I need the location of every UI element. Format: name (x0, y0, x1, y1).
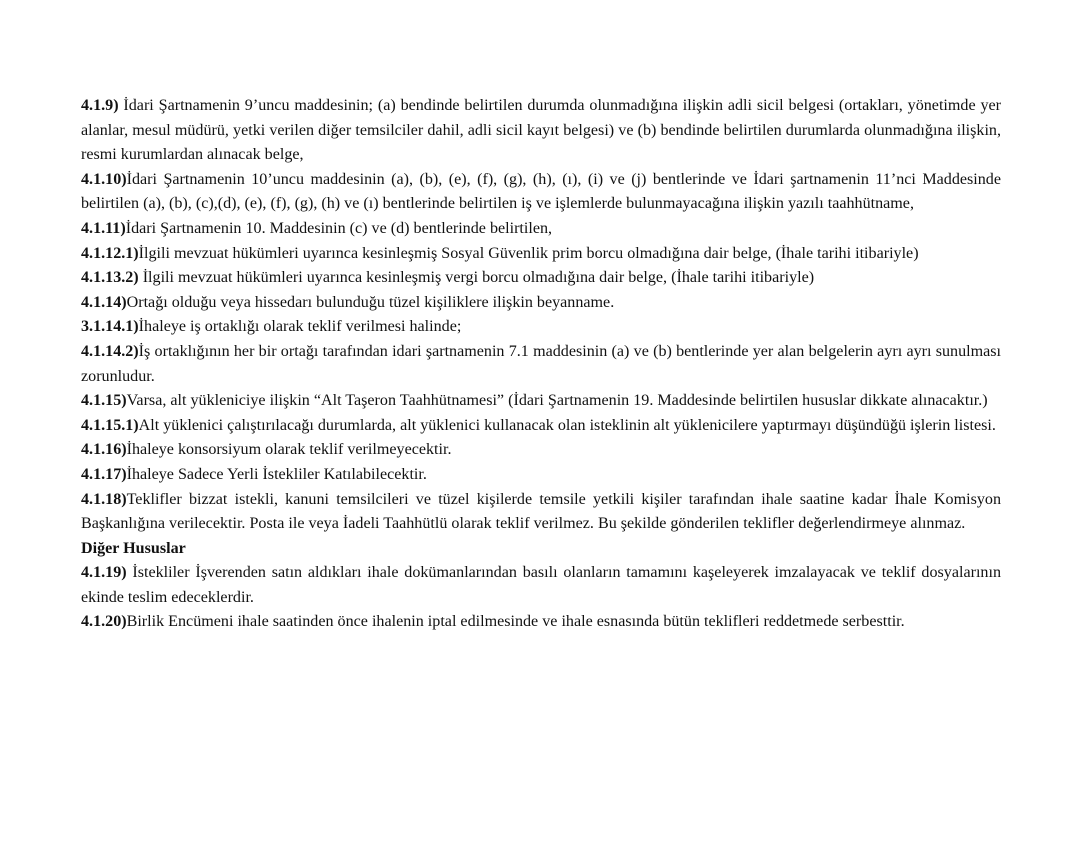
clause-4-1-12-1 (81, 242, 1001, 267)
clause-text: İstekliler İşverenden satın aldıkları ihale dokümanlarından basılı olanların tamamını kaşeleyerek imzalayacak ve teklif dosyalarının ekinde teslim edeceklerdir. (81, 564, 1001, 606)
clause-text: Teklifler bizzat istekli, kanuni temsilcileri ve tüzel kişilerde temsile yetkili kişiler tarafından ihale saatine kadar İhale Komisyon Başkanlığına verilecektir. Posta ile veya İadeli Taahhütlü olarak teklif verilmez. Bu şekilde gönderilen teklifler değerlendirmeye alınmaz. (81, 490, 1001, 533)
clause-text: İş ortaklığının her bir ortağı tarafından idari şartnamenin 7.1 maddesinin (a) ve (b) bentlerinde yer alan belgelerin ayrı ayrı sunulması zorunludur. (81, 342, 1001, 385)
clause-4-1-15 (81, 389, 1001, 414)
clause-text: İhaleye konsorsiyum olarak teklif verilmeyecektir. (126, 441, 452, 459)
clause-number: 4.1.19) (81, 564, 127, 582)
clause-4-1-18 (81, 488, 1001, 537)
clause-4-1-20 (81, 610, 1001, 635)
section-heading: Diğer Hususlar (81, 539, 186, 557)
document-body (81, 94, 1001, 635)
clause-4-1-19 (81, 561, 1001, 610)
clause-number: 4.1.15) (81, 392, 127, 410)
clause-4-1-11 (81, 217, 1001, 242)
clause-number: 4.1.14) (81, 293, 127, 311)
clause-text: İhaleye Sadece Yerli İstekliler Katılabilecektir. (126, 465, 427, 483)
clause-text: İdari Şartnamenin 9’uncu maddesinin; (a) bendinde belirtilen durumda olunmadığına ilişkin adli sicil belgesi (ortakları, yönetimde yer alanlar, mesul müdürü, yetki verilen diğer temsilciler dahil, adli sicil kayıt belgesi) ve (b) bendinde belirtilen durumlarda olunmadığına ilişkin, resmi kurumlardan alınacak belge, (81, 97, 1001, 164)
clause-4-1-17 (81, 463, 1001, 488)
clause-4-1-10 (81, 168, 1001, 217)
clause-text: Ortağı olduğu veya hissedarı bulunduğu tüzel kişiliklere ilişkin beyanname. (126, 293, 615, 311)
clause-text: Varsa, alt yükleniciye ilişkin “Alt Taşeron Taahhütnamesi” (İdari Şartnamenin 19. Maddesinde belirtilen hususlar dikkate alınacaktır.) (126, 392, 988, 410)
clause-number: 4.1.9) (81, 97, 119, 114)
clause-number: 3.1.14.1) (81, 318, 139, 336)
clause-number: 4.1.11) (81, 219, 126, 237)
clause-4-1-14-2 (81, 340, 1001, 389)
clause-text: Alt yüklenici çalıştırılacağı durumlarda, alt yüklenici kullanacak olan isteklinin alt yüklenicilere yaptırmayı düşündüğü işlerin listesi. (138, 416, 996, 434)
clause-number: 4.1.16) (81, 441, 127, 459)
clause-text: Birlik Encümeni ihale saatinden önce ihalenin iptal edilmesinde ve ihale esnasında bütün teklifleri reddetmede serbesttir. (126, 613, 905, 631)
clause-number: 4.1.18) (81, 490, 127, 508)
clause-text: İlgili mevzuat hükümleri uyarınca kesinleşmiş vergi borcu olmadığına dair belge, (İhale tarihi itibariyle) (138, 269, 815, 287)
clause-text: İdari Şartnamenin 10. Maddesinin (c) ve (d) bentlerinde belirtilen, (125, 219, 553, 237)
clause-number: 4.1.20) (81, 613, 127, 631)
clause-4-1-16 (81, 438, 1001, 463)
clause-3-1-14-1 (81, 315, 1001, 340)
clause-text: İhaleye iş ortaklığı olarak teklif verilmesi halinde; (138, 318, 462, 336)
clause-text: İlgili mevzuat hükümleri uyarınca kesinleşmiş Sosyal Güvenlik prim borcu olmadığına dair belge, (İhale tarihi itibariyle) (138, 244, 919, 262)
clause-4-1-9 (81, 94, 1001, 168)
clause-4-1-13-2 (81, 266, 1001, 291)
clause-number: 4.1.10) (81, 170, 127, 188)
clause-number: 4.1.14.2) (81, 342, 139, 360)
clause-number: 4.1.17) (81, 465, 127, 483)
clause-number: 4.1.12.1) (81, 244, 139, 262)
clause-4-1-14 (81, 291, 1001, 316)
clause-number: 4.1.13.2) (81, 269, 139, 287)
clause-4-1-15-1 (81, 414, 1001, 439)
clause-number: 4.1.15.1) (81, 416, 139, 434)
clause-text: İdari Şartnamenin 10’uncu maddesinin (a), (b), (e), (f), (g), (h), (ı), (i) ve (j) bentlerinde ve İdari şartnamenin 11’nci Maddesinde belirtilen (a), (b), (c),(d), (e), (f), (g), (h) ve (ı) bentlerinde belirtilen iş ve işlemlerde bulunmayacağına ilişkin yazılı taahhütname, (81, 170, 1001, 213)
